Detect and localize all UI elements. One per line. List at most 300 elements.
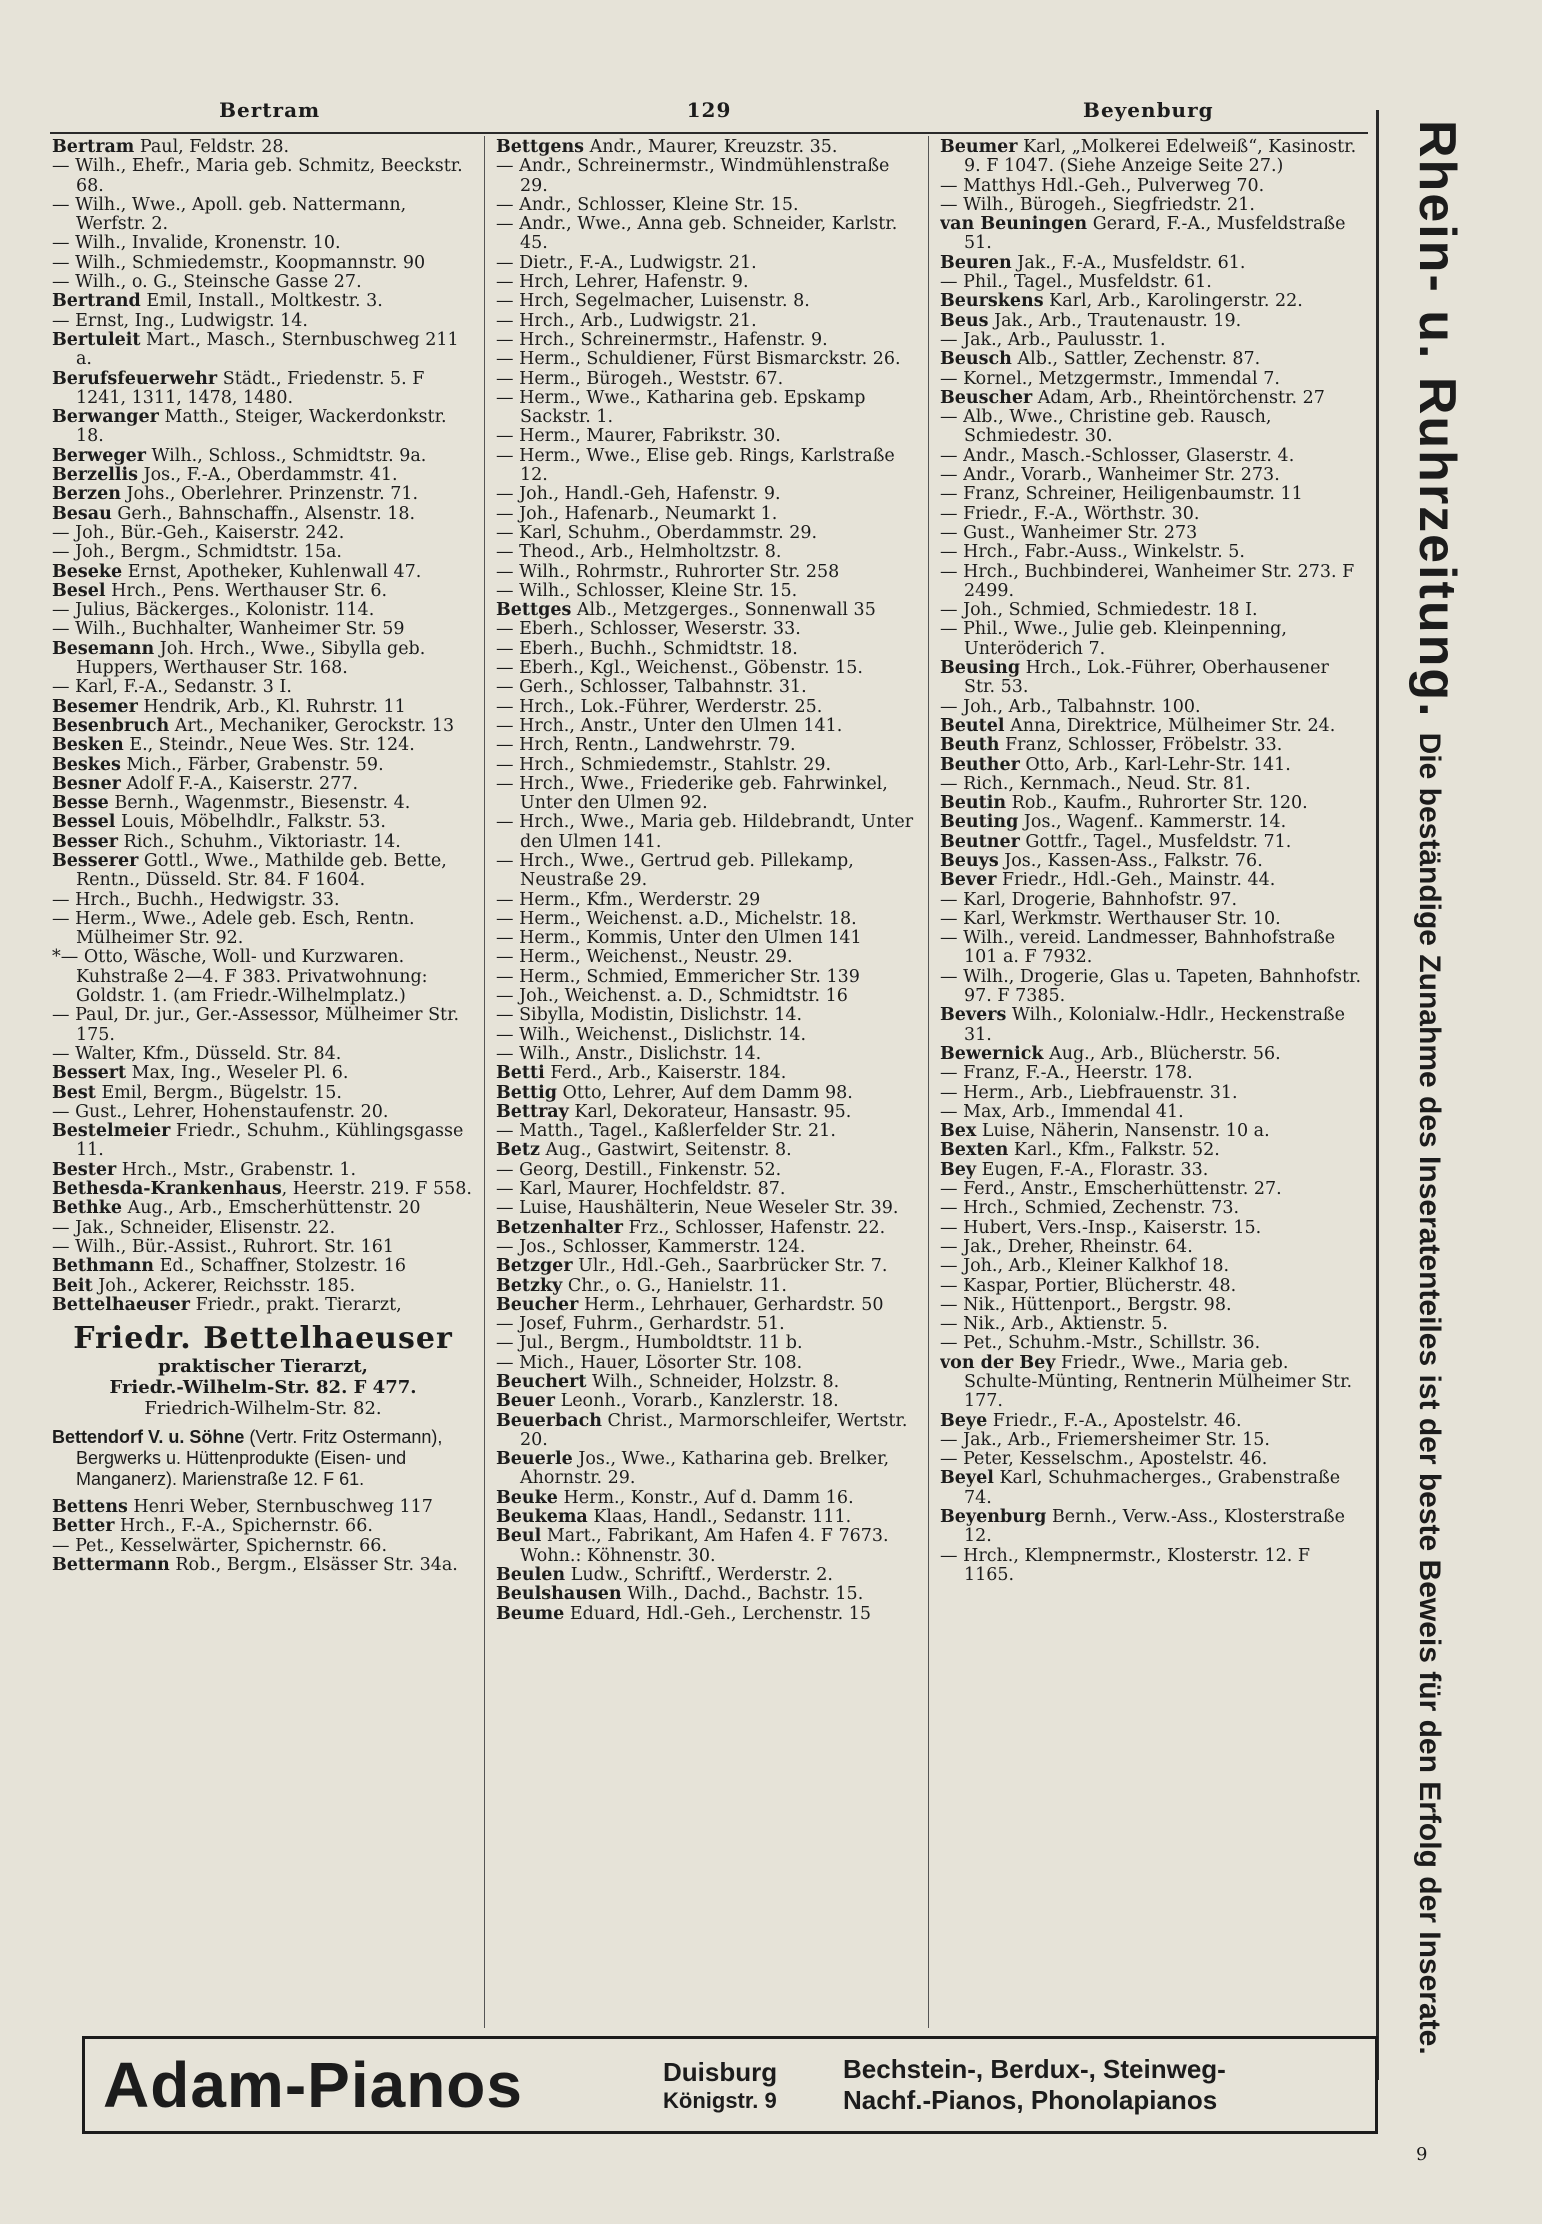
directory-entry xyxy=(52,756,474,775)
directory-entry xyxy=(52,1122,474,1161)
entry-surname: Betzger xyxy=(496,1256,573,1277)
entry-details: — Josef, Fuhrm., Gerhardstr. 51. xyxy=(496,1314,785,1335)
column-3-entries xyxy=(940,138,1362,1585)
entry-details: — Wilh., Drogerie, Glas u. Tapeten, Bahnhofstr. 97. F 7385. xyxy=(940,966,1362,1007)
entry-details: — Andr., Wwe., Anna geb. Schneider, Karlstr. 45. xyxy=(496,214,898,254)
entry-surname: Bertuleit xyxy=(52,329,141,350)
entry-details: Christ., Marmorschleifer, Wertstr. 20. xyxy=(520,1410,908,1450)
entry-details: Karl, Dekorateur, Hansastr. 95. xyxy=(568,1101,852,1122)
entry-details: — Wilh., Bür.-Assist., Ruhrort. Str. 161 xyxy=(52,1236,394,1257)
entry-surname: Bettens xyxy=(52,1497,128,1518)
directory-entry xyxy=(940,350,1362,369)
entry-details: — Hrch., Arb., Ludwigstr. 21. xyxy=(496,310,757,331)
directory-entry xyxy=(52,312,474,331)
directory-entry xyxy=(940,1431,1362,1450)
directory-entry xyxy=(52,1006,474,1045)
entry-details: — Wilh., Rohrmstr., Ruhrorter Str. 258 xyxy=(496,561,840,582)
directory-entry xyxy=(496,1161,918,1180)
directory-entry xyxy=(940,1238,1362,1257)
directory-entry xyxy=(940,331,1362,350)
column-1-entries-end xyxy=(52,1498,474,1575)
directory-entry xyxy=(940,1354,1362,1412)
entry-details: — Herm., Wwe., Elise geb. Rings, Karlstraße 12. xyxy=(496,445,895,486)
directory-entry xyxy=(496,1084,918,1103)
directory-entry xyxy=(940,1296,1362,1315)
directory-entry xyxy=(940,1084,1362,1103)
entry-surname: Besel xyxy=(52,580,106,601)
directory-entry xyxy=(940,1141,1362,1160)
directory-entry xyxy=(52,543,474,562)
entry-surname: Beuerle xyxy=(496,1449,573,1470)
directory-entry xyxy=(496,1508,918,1527)
directory-entry xyxy=(496,543,918,562)
entry-surname: Betzenhalter xyxy=(496,1217,623,1238)
directory-entry xyxy=(52,1199,474,1218)
directory-entry xyxy=(52,292,474,311)
entry-details: — Hrch, Segelmacher, Luisenstr. 8. xyxy=(496,291,810,312)
entry-details: — Paul, Dr. jur., Ger.-Assessor, Mülheimer Str. 175. xyxy=(52,1005,460,1045)
entry-surname: Beye xyxy=(940,1410,988,1431)
entry-details: Eduard, Hdl.-Geh., Lerchenstr. 15 xyxy=(564,1603,871,1624)
entry-details: Johs., Oberlehrer. Prinzenstr. 71. xyxy=(120,484,419,505)
directory-entry xyxy=(496,215,918,254)
directory-entry xyxy=(496,775,918,814)
entry-details: Karl, Schuhmacherges., Grabenstraße 74. xyxy=(964,1468,1341,1508)
entry-details: Joh. Hrch., Wwe., Sibylla geb. Huppers, Werthauser Str. 168. xyxy=(76,638,426,679)
entry-details: — Sibylla, Modistin, Dislichstr. 14. xyxy=(496,1005,803,1026)
ad-name: Friedr. Bettelhaeuser xyxy=(73,1321,453,1357)
directory-entry xyxy=(496,1122,918,1141)
directory-entry xyxy=(52,833,474,852)
entry-surname: Besserer xyxy=(52,850,139,871)
directory-entry xyxy=(496,138,918,157)
entry-details: Bernh., Verw.-Ass., Klosterstraße 12. xyxy=(964,1507,1345,1547)
directory-entry xyxy=(496,813,918,852)
entry-details: — Wilh., Bürogeh., Siegfriedstr. 21. xyxy=(940,194,1255,215)
directory-entry xyxy=(52,775,474,794)
directory-entry xyxy=(940,871,1362,890)
directory-entry xyxy=(940,852,1362,871)
directory-entry xyxy=(52,1180,474,1199)
entry-details: Louis, Möbelhdlr., Falkstr. 53. xyxy=(115,812,386,833)
entry-details: — Herm., Bürogeh., Weststr. 67. xyxy=(496,368,784,389)
entry-surname: Besemann xyxy=(52,638,155,659)
directory-entry xyxy=(52,852,474,891)
entry-details: — Gust., Lehrer, Hohenstaufenstr. 20. xyxy=(52,1101,389,1122)
directory-entry xyxy=(496,1026,918,1045)
entry-details: Franz, Schlosser, Fröbelstr. 33. xyxy=(999,735,1283,756)
entry-surname: Beseke xyxy=(52,561,123,582)
directory-entry xyxy=(496,1450,918,1489)
directory-entry xyxy=(496,1605,918,1624)
entry-details: Gerard, F.-A., Musfeldstraße 51. xyxy=(964,214,1346,254)
entry-details: Karl, Arb., Karolingerstr. 22. xyxy=(1043,291,1303,312)
entry-surname: Bever xyxy=(940,870,997,891)
entry-details: — Ferd., Anstr., Emscherhüttenstr. 27. xyxy=(940,1179,1282,1200)
entry-surname: Besken xyxy=(52,735,124,756)
entry-surname: Betti xyxy=(496,1063,545,1084)
entry-details: — Hrch., Lok.-Führer, Werderstr. 25. xyxy=(496,696,823,717)
directory-entry xyxy=(940,756,1362,775)
entry-details: — Luise, Haushälterin, Neue Weseler Str. 39. xyxy=(496,1198,899,1219)
entry-details: Herm., Konstr., Auf d. Damm 16. xyxy=(557,1487,854,1508)
directory-entry xyxy=(940,717,1362,736)
directory-entry xyxy=(496,447,918,486)
entry-details: — Matthys Hdl.-Geh., Pulverweg 70. xyxy=(940,175,1265,196)
entry-details: Friedr., prakt. Tierarzt, xyxy=(190,1294,402,1315)
entry-surname: Beuth xyxy=(940,735,1000,756)
vertical-ad-title: Rhein- u. Ruhrzeitung. xyxy=(1408,120,1466,719)
directory-entry xyxy=(940,1315,1362,1334)
entry-details: Mart., Masch., Sternbuschweg 211 a. xyxy=(76,329,459,370)
directory-entry xyxy=(940,524,1362,543)
entry-surname: Bettelhaeuser xyxy=(52,1294,191,1315)
entry-details: — Andr., Masch.-Schlosser, Glaserstr. 4. xyxy=(940,445,1295,466)
entry-details: Gerh., Bahnschaffn., Alsenstr. 18. xyxy=(111,503,416,524)
entry-details: — Peter, Kesselschm., Apostelstr. 46. xyxy=(940,1449,1268,1470)
entry-details: Jos., Wagenf.. Kammerstr. 14. xyxy=(1018,812,1287,833)
corner-number: 9 xyxy=(1416,2144,1428,2165)
entry-details: — Julius, Bäckerges., Kolonistr. 114. xyxy=(52,600,375,621)
entry-details: — Hrch., Wwe., Friederike geb. Fahrwinkel, Unter den Ulmen 92. xyxy=(496,773,888,814)
entry-surname: Besemer xyxy=(52,696,138,717)
entry-details: Rob., Kaufm., Ruhrorter Str. 120. xyxy=(1006,793,1308,814)
entry-details: — Karl, Schuhm., Oberdammstr. 29. xyxy=(496,522,818,543)
directory-entry xyxy=(52,1537,474,1556)
column-3 xyxy=(940,138,1362,2028)
entry-details: — Hubert, Vers.-Insp., Kaiserstr. 15. xyxy=(940,1217,1262,1238)
entry-details: Wilh., Schneider, Holzstr. 8. xyxy=(586,1372,840,1392)
directory-entry xyxy=(940,1257,1362,1276)
entry-details: — Eberh., Buchh., Schmidtstr. 18. xyxy=(496,638,798,659)
entry-details: — Hrch., Buchh., Hedwigstr. 33. xyxy=(52,889,340,910)
directory-entry xyxy=(940,389,1362,408)
entry-details: Ed., Schaffner, Stolzestr. 16 xyxy=(154,1256,406,1277)
directory-entry xyxy=(52,698,474,717)
entry-surname: Betz xyxy=(496,1140,540,1161)
directory-entry xyxy=(496,678,918,697)
entry-details: — Andr., Vorarb., Wanheimer Str. 273. xyxy=(940,465,1280,486)
directory-entry xyxy=(496,659,918,678)
entry-details: Emil, Bergm., Bügelstr. 15. xyxy=(95,1082,342,1103)
entry-surname: Better xyxy=(52,1516,115,1537)
entry-surname: Besenbruch xyxy=(52,715,170,736)
entry-details: E., Steindr., Neue Wes. Str. 124. xyxy=(123,735,415,756)
entry-surname: Beume xyxy=(496,1603,565,1624)
directory-entry xyxy=(496,698,918,717)
directory-entry xyxy=(940,273,1362,292)
directory-entry xyxy=(940,1277,1362,1296)
directory-entry xyxy=(940,370,1362,389)
entry-surname: Betzky xyxy=(496,1275,563,1296)
entry-details: — Gust., Wanheimer Str. 273 xyxy=(940,522,1198,543)
directory-entry xyxy=(52,1296,474,1315)
piano-brand: Adam-Pianos xyxy=(103,2049,523,2121)
directory-entry xyxy=(940,254,1362,273)
directory-entry xyxy=(940,1450,1362,1469)
entry-surname: Bettermann xyxy=(52,1555,170,1575)
entry-surname: von der Bey xyxy=(940,1352,1056,1373)
directory-entry xyxy=(52,794,474,813)
entry-surname: Beutel xyxy=(940,715,1005,736)
entry-details: — Wilh., Ehefr., Maria geb. Schmitz, Beeckstr. 68. xyxy=(52,156,463,196)
entry-details: — Herm., Kommis, Unter den Ulmen 141 xyxy=(496,928,862,949)
entry-surname: Bettig xyxy=(496,1082,557,1103)
entry-surname: Best xyxy=(52,1082,96,1103)
entry-surname: Beuerbach xyxy=(496,1410,602,1431)
directory-entry xyxy=(940,929,1362,968)
entry-details: — Kaspar, Portier, Blücherstr. 48. xyxy=(940,1275,1237,1296)
entry-details: Aug., Arb., Emscherhüttenstr. 20 xyxy=(122,1198,421,1219)
directory-entry xyxy=(52,196,474,235)
entry-details: Alb., Metzgerges., Sonnenwall 35 xyxy=(571,600,876,621)
entry-details: Hrch., F.-A., Spichernstr. 66. xyxy=(114,1516,373,1537)
directory-entry xyxy=(496,1334,918,1353)
entry-details: Friedr., Wwe., Maria geb. Schulte-Münting, Rentnerin Mülheimer Str. 177. xyxy=(964,1352,1353,1412)
directory-entry xyxy=(496,563,918,582)
entry-surname: Bessert xyxy=(52,1063,127,1084)
entry-details: — Joh., Hafenarb., Neumarkt 1. xyxy=(496,503,778,524)
directory-entry xyxy=(496,312,918,331)
entry-details: Wilh., Schloss., Schmidtstr. 9a. xyxy=(145,445,427,466)
directory-entry xyxy=(940,447,1362,466)
entry-details: — Matth., Tagel., Kaßlerfelder Str. 21. xyxy=(496,1121,836,1142)
column-divider-2 xyxy=(928,136,929,2028)
entry-details: — Wilh., vereid. Landmesser, Bahnhofstraße 101 a. F 7932. xyxy=(940,928,1336,968)
entry-details: Otto, Lehrer, Auf dem Damm 98. xyxy=(556,1082,853,1103)
entry-details: — Hrch., Schreinermstr., Hafenstr. 9. xyxy=(496,329,828,350)
directory-entry xyxy=(52,620,474,639)
entry-details: — Nik., Arb., Aktienstr. 5. xyxy=(940,1314,1168,1335)
directory-entry xyxy=(52,1064,474,1083)
entry-details: — Jos., Schlosser, Kammerstr. 124. xyxy=(496,1236,806,1257)
directory-entry xyxy=(52,1277,474,1296)
entry-surname: Bethesda-Krankenhaus xyxy=(52,1179,282,1200)
entry-details: — Herm., Wwe., Katharina geb. Epskamp Sackstr. 1. xyxy=(496,387,866,428)
directory-entry xyxy=(496,157,918,196)
entry-details: Hrch., Pens. Werthauser Str. 6. xyxy=(105,580,388,601)
entry-details: Jak., F.-A., Musfeldstr. 61. xyxy=(1011,252,1246,273)
directory-entry xyxy=(940,543,1362,562)
entry-details: — Karl, Drogerie, Bahnhofstr. 97. xyxy=(940,889,1238,910)
directory-entry xyxy=(496,1412,918,1451)
directory-entry xyxy=(52,408,474,447)
directory-entry xyxy=(940,1006,1362,1045)
directory-entry xyxy=(940,910,1362,929)
entry-details: — Jak., Schneider, Elisenstr. 22. xyxy=(52,1217,336,1238)
entry-details: Mich., Färber, Grabenstr. 59. xyxy=(120,754,384,775)
directory-entry xyxy=(496,1277,918,1296)
directory-entry xyxy=(52,717,474,736)
directory-entry xyxy=(940,1412,1362,1431)
entry-details: Otto, Arb., Karl-Lehr-Str. 141. xyxy=(1019,754,1291,775)
entry-details: — Hrch, Rentn., Landwehrstr. 79. xyxy=(496,735,796,756)
entry-details: Leonh., Vorarb., Kanzlerstr. 18. xyxy=(555,1391,839,1412)
entry-details: Anna, Direktrice, Mülheimer Str. 24. xyxy=(1004,715,1336,736)
entry-details: — Herm., Weichenst. a.D., Michelstr. 18. xyxy=(496,908,857,929)
entry-details: — Joh., Handl.-Geh, Hafenstr. 9. xyxy=(496,484,781,505)
directory-entry xyxy=(52,640,474,679)
entry-details: — Jak., Arb., Friemersheimer Str. 15. xyxy=(940,1429,1270,1450)
directory-entry xyxy=(52,273,474,292)
entry-details: Emil, Install., Moltkestr. 3. xyxy=(140,291,383,312)
directory-entry xyxy=(496,273,918,292)
directory-entry xyxy=(496,948,918,967)
ad-address: Friedr.-Wilhelm-Str. 82. F 477. xyxy=(109,1377,417,1399)
directory-entry xyxy=(940,968,1362,1007)
entry-details: — Ernst, Ing., Ludwigstr. 14. xyxy=(52,310,308,331)
entry-details: — Wilh., Anstr., Dislichstr. 14. xyxy=(496,1043,762,1064)
directory-entry xyxy=(52,254,474,273)
entry-surname: Beutner xyxy=(940,831,1020,852)
entry-details: — Joh., Arb., Kleiner Kalkhof 18. xyxy=(940,1256,1230,1277)
entry-surname: Bettgens xyxy=(496,138,585,157)
directory-entry xyxy=(52,1103,474,1122)
entry-details: — Joh., Arb., Talbahnstr. 100. xyxy=(940,696,1201,717)
directory-entry xyxy=(940,813,1362,832)
directory-entry xyxy=(940,466,1362,485)
entry-surname: van Beuningen xyxy=(940,214,1088,235)
directory-entry xyxy=(52,678,474,697)
entry-details: Art., Mechaniker, Gerockstr. 13 xyxy=(169,715,455,736)
entry-details: Joh., Ackerer, Reichsstr. 185. xyxy=(92,1275,356,1296)
directory-entry xyxy=(52,1498,474,1517)
bottom-piano-advertisement xyxy=(82,2036,1378,2134)
column-1 xyxy=(52,138,474,2028)
entry-surname: Bettray xyxy=(496,1101,569,1122)
directory-entry xyxy=(940,563,1362,602)
entry-details: — Theod., Arb., Helmholtzstr. 8. xyxy=(496,542,782,563)
directory-entry xyxy=(496,1315,918,1334)
directory-entry xyxy=(52,524,474,543)
directory-entry xyxy=(496,640,918,659)
directory-entry xyxy=(496,1141,918,1160)
entry-details: Ferd., Arb., Kaiserstr. 184. xyxy=(544,1063,787,1084)
entry-surname: Besau xyxy=(52,503,112,524)
bettendorf-advertisement xyxy=(52,1427,474,1490)
directory-entry xyxy=(496,1296,918,1315)
piano-description xyxy=(843,2054,1226,2116)
directory-entry xyxy=(52,910,474,949)
directory-entry xyxy=(496,1585,918,1604)
directory-entry xyxy=(496,1199,918,1218)
entry-details: Hendrik, Arb., Kl. Ruhrstr. 11 xyxy=(137,696,406,717)
entry-details: Herm., Lehrhauer, Gerhardstr. 50 xyxy=(578,1294,884,1315)
entry-surname: Beuer xyxy=(496,1391,556,1412)
entry-details: — Jul., Bergm., Humboldtstr. 11 b. xyxy=(496,1333,803,1354)
piano-brands-line-2: Nachf.-Pianos, Phonolapianos xyxy=(843,2085,1218,2115)
directory-entry xyxy=(496,331,918,350)
entry-surname: Bethmann xyxy=(52,1256,155,1277)
entry-details: — Max, Arb., Immendal 41. xyxy=(940,1101,1184,1122)
directory-entry xyxy=(52,485,474,504)
directory-entry xyxy=(940,1219,1362,1238)
entry-details: — Hrch., Wwe., Gertrud geb. Pillekamp, Neustraße 29. xyxy=(496,850,854,891)
entry-details: — Andr., Schreinermstr., Windmühlenstraße 29. xyxy=(496,156,890,196)
entry-details: — Hrch., Wwe., Maria geb. Hildebrandt, Unter den Ulmen 141. xyxy=(496,812,914,852)
directory-entry xyxy=(496,1566,918,1585)
entry-details: — Hrch., Buchbinderei, Wanheimer Str. 273. F 2499. xyxy=(940,561,1355,601)
entry-details: Gottl., Wwe., Mathilde geb. Bette, Rentn., Düsseld. Str. 84. F 1604. xyxy=(76,850,447,891)
vertical-newspaper-advertisement xyxy=(1376,110,1479,2080)
header-rule xyxy=(50,132,1368,134)
directory-entry xyxy=(940,505,1362,524)
directory-entry xyxy=(496,968,918,987)
entry-details: Aug., Gastwirt, Seitenstr. 8. xyxy=(539,1140,792,1161)
directory-entry xyxy=(496,1489,918,1508)
column-2-entries xyxy=(496,138,918,1624)
directory-entry xyxy=(496,1238,918,1257)
directory-entry xyxy=(52,157,474,196)
entry-details: — Joh., Bür.-Geh., Kaiserstr. 242. xyxy=(52,522,345,543)
directory-entry xyxy=(496,389,918,428)
entry-details: — Rich., Kernmach., Neud. Str. 81. xyxy=(940,773,1251,794)
entry-surname: Bexten xyxy=(940,1140,1009,1161)
directory-entry xyxy=(496,1103,918,1122)
directory-entry xyxy=(940,408,1362,447)
directory-entry xyxy=(496,582,918,601)
entry-details: Andr., Maurer, Kreuzstr. 35. xyxy=(584,138,838,157)
entry-surname: Berweger xyxy=(52,445,146,466)
ad-title: praktischer Tierarzt, xyxy=(158,1356,368,1378)
entry-details: — Eberh., Schlosser, Weserstr. 33. xyxy=(496,619,801,640)
directory-entry xyxy=(52,138,474,157)
directory-entry xyxy=(52,370,474,409)
piano-street: Königstr. 9 xyxy=(663,2087,777,2113)
entry-surname: Besser xyxy=(52,831,118,852)
entry-details: *— Otto, Wäsche, Woll- und Kurzwaren. Kuhstraße 2—4. F 383. Privatwohnung: Goldstr. 1. (am Friedr.-Wilhelmplatz.) xyxy=(52,947,428,1007)
entry-details: — Hrch., Anstr., Unter den Ulmen 141. xyxy=(496,715,843,736)
directory-entry xyxy=(940,1508,1362,1547)
ad-company-details: (Vertr. Fritz Ostermann), Bergwerks u. Hüttenprodukte (Eisen- und Manganerz). Marienstraße 12. F 61. xyxy=(76,1427,443,1490)
entry-details: — Nik., Hüttenport., Bergstr. 98. xyxy=(940,1294,1232,1315)
directory-entry xyxy=(52,466,474,485)
directory-entry xyxy=(52,447,474,466)
directory-entry xyxy=(940,292,1362,311)
entry-surname: Beuke xyxy=(496,1487,558,1508)
entry-details: — Karl, Maurer, Hochfeldstr. 87. xyxy=(496,1179,786,1200)
directory-entry xyxy=(940,620,1362,659)
entry-surname: Bewernick xyxy=(940,1043,1044,1064)
entry-surname: Bevers xyxy=(940,1005,1007,1026)
directory-entry xyxy=(496,987,918,1006)
directory-entry xyxy=(940,601,1362,620)
directory-entry xyxy=(940,1334,1362,1353)
entry-details: — Herm., Weichenst., Neustr. 29. xyxy=(496,947,793,968)
entry-details: — Wilh., o. G., Steinsche Gasse 27. xyxy=(52,272,362,293)
entry-details: Ernst, Apotheker, Kuhlenwall 47. xyxy=(122,561,422,582)
entry-details: — Joh., Weichenst. a. D., Schmidtstr. 16 xyxy=(496,986,848,1007)
entry-details: — Wilh., Buchhalter, Wanheimer Str. 59 xyxy=(52,619,405,640)
entry-surname: Beuys xyxy=(940,850,999,871)
directory-entry xyxy=(940,1045,1362,1064)
entry-surname: Beuting xyxy=(940,812,1019,833)
directory-entry xyxy=(940,1199,1362,1218)
piano-brands-line-1: Bechstein-, Berdux-, Steinweg- xyxy=(843,2054,1226,2084)
entry-details: — Joh., Schmied, Schmiedestr. 18 I. xyxy=(940,600,1258,621)
entry-details: Rob., Bergm., Elsässer Str. 34a. xyxy=(169,1555,458,1575)
entry-details: Hrch., Lok.-Führer, Oberhausener Str. 53. xyxy=(964,658,1329,698)
entry-details: Eugen, F.-A., Florastr. 33. xyxy=(976,1159,1209,1180)
entry-surname: Bex xyxy=(940,1121,977,1142)
entry-details: Klaas, Handl., Sedanstr. 111. xyxy=(587,1507,852,1528)
directory-entry xyxy=(496,1064,918,1083)
directory-entry xyxy=(52,331,474,370)
directory-entry xyxy=(496,292,918,311)
directory-entry xyxy=(496,1373,918,1392)
column-divider-1 xyxy=(484,136,485,2028)
entry-details: Hrch., Mstr., Grabenstr. 1. xyxy=(116,1159,357,1180)
